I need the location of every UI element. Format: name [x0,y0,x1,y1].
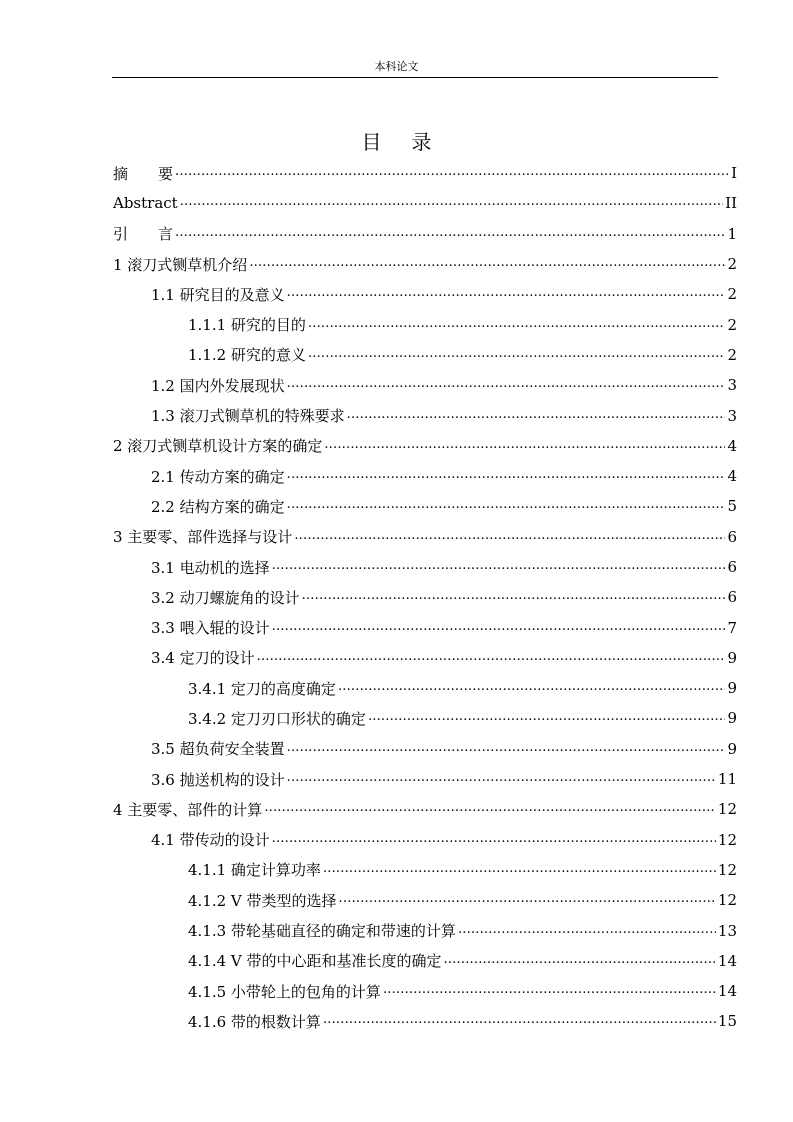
toc-entry-label: 4.1.4 V 带的中心距和基准长度的确定 [188,952,442,971]
toc-entry-label: 4.1.1 确定计算功率 [188,861,321,880]
toc-entry-page-number: 2 [727,285,737,304]
dot-leader [323,855,716,885]
toc-entry[interactable] [113,946,737,976]
toc-entry[interactable] [113,915,737,945]
dot-leader [339,885,716,915]
dot-leader [272,825,716,855]
toc-entry-label: 3.3 喂入辊的设计 [151,619,270,638]
toc-entry[interactable] [113,279,737,309]
toc-entry[interactable] [113,249,737,279]
toc-entry-label: 3.2 动刀螺旋角的设计 [151,588,300,607]
toc-entry[interactable] [113,491,737,521]
toc-entry-page-number: 12 [717,891,737,910]
dot-leader [287,370,726,400]
toc-entry[interactable] [113,370,737,400]
toc-entry[interactable] [113,461,737,491]
dot-leader [308,340,726,370]
toc-entry-page-number: 12 [717,830,737,849]
toc-entry[interactable] [113,582,737,612]
toc-entry-page-number: 13 [717,921,737,940]
toc-entry-label: 3.4.2 定刀刃口形状的确定 [188,709,366,728]
toc-entry-page-number: 6 [727,588,737,607]
toc-entry-label: 3.4 定刀的设计 [151,649,255,668]
toc-entry-page-number: II [725,194,737,213]
toc-entry[interactable] [113,825,737,855]
toc-entry-page-number: 12 [717,800,737,819]
toc-entry-page-number: 7 [727,618,737,637]
toc-entry-label: 摘 要 [113,164,174,183]
dot-leader [272,613,726,643]
toc-entry-page-number: 15 [717,1012,737,1031]
toc-entry-page-number: 9 [727,709,737,728]
toc-entry[interactable] [113,188,737,218]
dot-leader [287,491,726,521]
page-header: 本科论文 [374,60,419,73]
toc-entry[interactable] [113,158,737,188]
toc-entry-page-number: 2 [727,315,737,334]
toc-entry-page-number: 6 [727,527,737,546]
dot-leader [308,310,726,340]
toc-entry-page-number: 4 [727,467,737,486]
dot-leader [264,794,716,824]
dot-leader [257,643,726,673]
toc-entry-page-number: 4 [727,436,737,455]
toc-entry-page-number: 6 [727,558,737,576]
toc-title-right: 录 [411,130,432,154]
table-of-contents [113,158,737,1037]
dot-leader [287,461,726,491]
dot-leader [294,522,725,552]
toc-entry-label: 3 主要零、部件选择与设计 [113,528,293,547]
toc-entry[interactable] [113,855,737,885]
toc-entry[interactable] [113,400,737,430]
dot-leader [272,552,726,582]
dot-leader [287,279,726,309]
toc-entry-label: 2.2 结构方案的确定 [151,497,285,516]
toc-entry-label: 4.1.6 带的根数计算 [188,1012,321,1031]
dot-leader [175,158,729,188]
toc-entry[interactable] [113,431,737,461]
dot-leader [444,946,716,976]
dot-leader [287,764,716,794]
toc-entry[interactable] [113,643,737,673]
toc-entry[interactable] [113,219,737,249]
toc-entry-label: 引 言 [113,225,174,244]
toc-entry[interactable] [113,612,737,642]
toc-entry[interactable] [113,976,737,1006]
toc-entry-label: 1.2 国内外发展现状 [151,376,285,395]
toc-entry-label: 3.6 抛送机构的设计 [151,770,285,789]
toc-entry-label: 2 滚刀式铡草机设计方案的确定 [113,437,323,456]
toc-entry[interactable] [113,794,737,824]
dot-leader [458,916,716,946]
toc-entry-label: 4.1 带传动的设计 [151,831,270,850]
dot-leader [287,734,726,764]
toc-entry-label: 1 滚刀式铡草机介绍 [113,255,248,274]
toc-entry[interactable] [113,340,737,370]
toc-entry-label: Abstract [113,194,178,213]
toc-entry-label: 4.1.3 带轮基础直径的确定和带速的计算 [188,922,456,941]
toc-entry[interactable] [113,673,737,703]
toc-entry-label: 4 主要零、部件的计算 [113,800,263,819]
toc-entry-page-number: 12 [717,860,737,879]
toc-entry-label: 3.4.1 定刀的高度确定 [188,679,336,698]
toc-title [0,126,793,155]
toc-entry[interactable] [113,885,737,915]
dot-leader [180,188,723,218]
toc-entry-page-number: 9 [727,648,737,667]
toc-entry-page-number: 9 [727,679,737,698]
toc-entry-page-number: 11 [717,770,737,789]
toc-entry[interactable] [113,703,737,733]
header-rule [112,77,718,78]
toc-entry-page-number: 2 [727,345,737,364]
dot-leader [383,976,716,1006]
toc-entry-label: 1.3 滚刀式铡草机的特殊要求 [151,407,345,426]
toc-entry-label: 1.1 研究目的及意义 [151,285,285,304]
dot-leader [338,673,726,703]
toc-entry-label: 1.1.2 研究的意义 [188,346,306,365]
toc-entry-label: 3.1 电动机的选择 [151,558,270,577]
dot-leader [302,582,726,612]
toc-entry-label: 2.1 传动方案的确定 [151,467,285,486]
toc-entry-page-number: 5 [727,497,737,516]
dot-leader [368,703,726,733]
toc-entry-label: 4.1.2 V 带类型的选择 [188,891,337,910]
dot-leader [249,249,725,279]
dot-leader [347,401,726,431]
toc-entry-page-number: 9 [727,739,737,758]
toc-entry-page-number: 3 [727,376,737,395]
toc-entry-page-number: I [731,164,737,183]
toc-entry-page-number: 14 [717,982,737,1001]
dot-leader [323,1006,716,1036]
toc-entry-page-number: 3 [727,406,737,425]
dot-leader [175,219,725,249]
toc-entry-page-number: 2 [727,255,737,274]
toc-entry[interactable] [113,522,737,552]
toc-entry[interactable] [113,734,737,764]
toc-entry-label: 4.1.5 小带轮上的包角的计算 [188,982,381,1001]
toc-title-left: 目 [361,130,382,154]
toc-entry[interactable] [113,764,737,794]
toc-entry-page-number: 14 [717,951,737,970]
toc-entry-page-number: 1 [727,224,737,243]
toc-entry[interactable] [113,309,737,339]
toc-entry[interactable] [113,1006,737,1036]
toc-entry-label: 1.1.1 研究的目的 [188,316,306,335]
toc-entry[interactable] [113,552,737,582]
toc-entry-label: 3.5 超负荷安全装置 [151,740,285,759]
dot-leader [324,431,725,461]
